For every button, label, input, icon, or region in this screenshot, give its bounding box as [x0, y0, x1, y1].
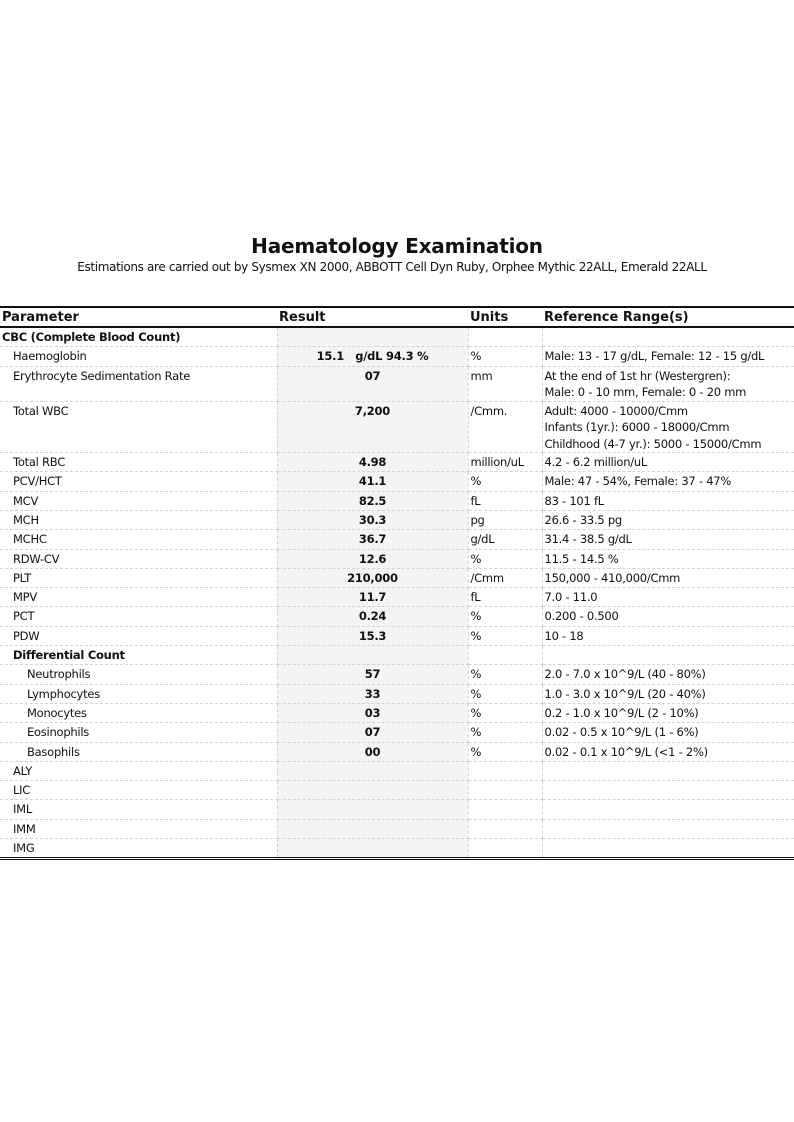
table-row: [0, 530, 794, 549]
result-value: 00: [277, 742, 468, 761]
reference-range: 1.0 - 3.0 x 10^9/L (20 - 40%): [542, 684, 794, 703]
result-value: 36.7: [277, 530, 468, 549]
result-value: 57: [277, 665, 468, 684]
column-header-units: Units: [468, 307, 542, 327]
table-row: [0, 665, 794, 684]
section-label: Differential Count: [0, 646, 277, 665]
result-value: 7,200: [277, 401, 468, 453]
units: %: [468, 626, 542, 645]
result-value: 15.3: [277, 626, 468, 645]
units: %: [468, 472, 542, 491]
units: [468, 839, 542, 859]
reference-range: 7.0 - 11.0: [542, 588, 794, 607]
table-row: [0, 800, 794, 819]
parameter-name: Total WBC: [0, 401, 277, 453]
reference-range: [542, 839, 794, 859]
reference-range: 26.6 - 33.5 pg: [542, 510, 794, 529]
units: %: [468, 703, 542, 722]
result-value: 82.5: [277, 491, 468, 510]
page-subtitle: Estimations are carried out by Sysmex XN 2000, ABBOTT Cell Dyn Ruby, Orphee Mythic 22ALL, Emerald 22ALL: [77, 260, 707, 274]
reference-range: Male: 13 - 17 g/dL, Female: 12 - 15 g/dL: [542, 347, 794, 366]
table-row: [0, 684, 794, 703]
units: million/uL: [468, 453, 542, 472]
table-row: [0, 723, 794, 742]
reference-range: [542, 761, 794, 780]
result-value: 12.6: [277, 549, 468, 568]
units: %: [468, 347, 542, 366]
result-value: [277, 781, 468, 800]
units: /Cmm.: [468, 401, 542, 453]
reference-range: [542, 781, 794, 800]
reference-range: 0.2 - 1.0 x 10^9/L (2 - 10%): [542, 703, 794, 722]
units: [468, 819, 542, 838]
result-value: 0.24: [277, 607, 468, 626]
reference-range: 150,000 - 410,000/Cmm: [542, 568, 794, 587]
result-value: 15.1 g/dL 94.3 %: [277, 347, 468, 366]
result-value: 41.1: [277, 472, 468, 491]
table-row: [0, 703, 794, 722]
reference-range: At the end of 1st hr (Westergren): Male: 0 - 10 mm, Female: 0 - 20 mm: [542, 366, 794, 401]
table-row: [0, 366, 794, 401]
reference-range: 83 - 101 fL: [542, 491, 794, 510]
result-value: 07: [277, 366, 468, 401]
parameter-name: Neutrophils: [0, 665, 277, 684]
units: [468, 761, 542, 780]
section-label: CBC (Complete Blood Count): [0, 327, 277, 347]
result-value: [277, 819, 468, 838]
parameter-name: IML: [0, 800, 277, 819]
units: /Cmm: [468, 568, 542, 587]
units: %: [468, 723, 542, 742]
result-value: 07: [277, 723, 468, 742]
parameter-name: MPV: [0, 588, 277, 607]
table-row: [0, 491, 794, 510]
page-title: Haematology Examination: [251, 234, 543, 258]
parameter-name: PLT: [0, 568, 277, 587]
units: [468, 781, 542, 800]
table-row: [0, 819, 794, 838]
units: mm: [468, 366, 542, 401]
units: g/dL: [468, 530, 542, 549]
haematology-table: [0, 306, 794, 860]
section-row-cbc: [0, 327, 794, 347]
result-value: 30.3: [277, 510, 468, 529]
parameter-name: RDW-CV: [0, 549, 277, 568]
parameter-name: PDW: [0, 626, 277, 645]
parameter-name: Lymphocytes: [0, 684, 277, 703]
parameter-name: MCH: [0, 510, 277, 529]
parameter-name: Total RBC: [0, 453, 277, 472]
table-row: [0, 568, 794, 587]
units: fL: [468, 588, 542, 607]
section-row-differential: [0, 646, 794, 665]
units: pg: [468, 510, 542, 529]
units: %: [468, 665, 542, 684]
parameter-name: MCV: [0, 491, 277, 510]
parameter-name: Haemoglobin: [0, 347, 277, 366]
parameter-name: MCHC: [0, 530, 277, 549]
reference-range: [542, 800, 794, 819]
table-row: [0, 626, 794, 645]
result-value: 210,000: [277, 568, 468, 587]
units: %: [468, 742, 542, 761]
table-row: [0, 781, 794, 800]
table-row: [0, 347, 794, 366]
units: %: [468, 684, 542, 703]
parameter-name: ALY: [0, 761, 277, 780]
table-row: [0, 742, 794, 761]
parameter-name: LIC: [0, 781, 277, 800]
result-value: 11.7: [277, 588, 468, 607]
parameter-name: IMG: [0, 839, 277, 859]
parameter-name: IMM: [0, 819, 277, 838]
result-value: 33: [277, 684, 468, 703]
table-row: [0, 549, 794, 568]
reference-range: Adult: 4000 - 10000/Cmm Infants (1yr.): 6000 - 18000/Cmm Childhood (4-7 yr.): 5000 - 15000/Cmm: [542, 401, 794, 453]
parameter-name: Basophils: [0, 742, 277, 761]
table-row: [0, 839, 794, 859]
column-header-reference: Reference Range(s): [542, 307, 794, 327]
reference-range: 11.5 - 14.5 %: [542, 549, 794, 568]
column-header-parameter: Parameter: [0, 307, 277, 327]
units: fL: [468, 491, 542, 510]
units: [468, 800, 542, 819]
parameter-name: Eosinophils: [0, 723, 277, 742]
reference-range: 0.02 - 0.5 x 10^9/L (1 - 6%): [542, 723, 794, 742]
table-row: [0, 607, 794, 626]
reference-range: 10 - 18: [542, 626, 794, 645]
table-header-row: [0, 307, 794, 327]
column-header-result: Result: [277, 307, 468, 327]
reference-range: 4.2 - 6.2 million/uL: [542, 453, 794, 472]
units: %: [468, 607, 542, 626]
reference-range: 0.02 - 0.1 x 10^9/L (<1 - 2%): [542, 742, 794, 761]
result-value: [277, 800, 468, 819]
parameter-name: PCV/HCT: [0, 472, 277, 491]
units: %: [468, 549, 542, 568]
parameter-name: PCT: [0, 607, 277, 626]
table-row: [0, 472, 794, 491]
result-value: [277, 761, 468, 780]
reference-range: Male: 47 - 54%, Female: 37 - 47%: [542, 472, 794, 491]
result-value: 03: [277, 703, 468, 722]
table-row: [0, 510, 794, 529]
table-row: [0, 588, 794, 607]
reference-range: [542, 819, 794, 838]
table-row: [0, 401, 794, 453]
reference-range: 2.0 - 7.0 x 10^9/L (40 - 80%): [542, 665, 794, 684]
parameter-name: Erythrocyte Sedimentation Rate: [0, 366, 277, 401]
result-value: [277, 839, 468, 859]
reference-range: 31.4 - 38.5 g/dL: [542, 530, 794, 549]
parameter-name: Monocytes: [0, 703, 277, 722]
reference-range: 0.200 - 0.500: [542, 607, 794, 626]
table-row: [0, 761, 794, 780]
table-row: [0, 453, 794, 472]
result-value: 4.98: [277, 453, 468, 472]
